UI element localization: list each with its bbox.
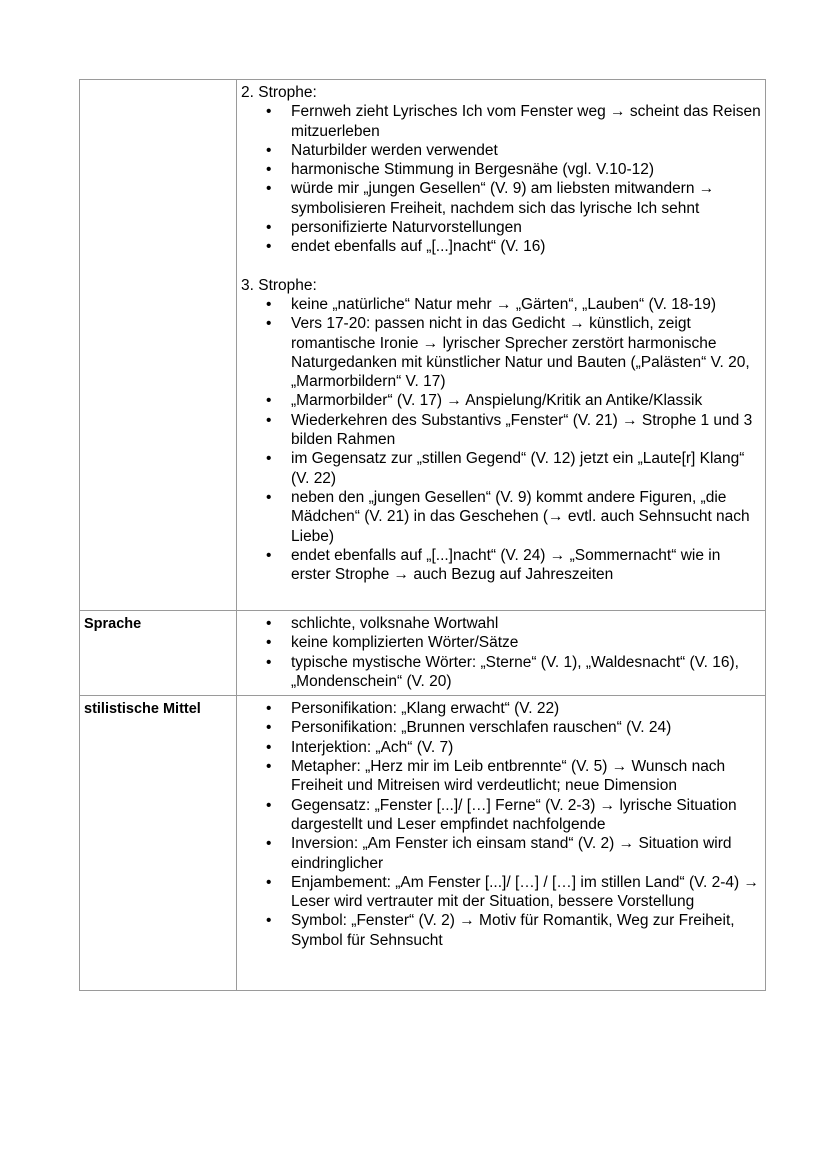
list-item: • Inversion: „Am Fenster ich einsam stand“ (V. 2) → Situation wird eindringlicher: [291, 834, 761, 873]
list-item: • schlichte, volksnahe Wortwahl: [291, 614, 761, 633]
row-label: [80, 80, 237, 611]
list-item: • Wiederkehren des Substantivs „Fenster“ (V. 21) → Strophe 1 und 3 bilden Rahmen: [291, 411, 761, 450]
list-item: • Naturbilder werden verwendet: [291, 141, 761, 160]
row-label: stilistische Mittel: [80, 696, 237, 991]
list-item: • Symbol: „Fenster“ (V. 2) → Motiv für Romantik, Weg zur Freiheit, Symbol für Sehnsucht: [291, 911, 761, 950]
bullet-list: [241, 102, 761, 256]
table-row: [80, 696, 766, 991]
section-title: 3. Strophe:: [241, 276, 317, 294]
list-item: • Fernweh zieht Lyrisches Ich vom Fenster weg → scheint das Reisen mitzuerleben: [291, 102, 761, 141]
list-item: • Gegensatz: „Fenster [...]/ […] Ferne“ (V. 2-3) → lyrische Situation dargestellt und Leser empfindet nachfolgende: [291, 796, 761, 835]
list-item: • endet ebenfalls auf „[...]nacht“ (V. 24) → „Sommernacht“ wie in erster Strophe → auch Bezug auf Jahreszeiten: [291, 546, 761, 585]
list-item: • Vers 17-20: passen nicht in das Gedicht → künstlich, zeigt romantische Ironie → lyrischer Sprecher zerstört harmonische Naturgedanken mit künstlicher Natur und Bauten („Palästen“ V. 20, „Marmorbildern“ V. 17): [291, 314, 761, 391]
list-item: • Personifikation: „Brunnen verschlafen rauschen“ (V. 24): [291, 718, 761, 737]
list-item: • im Gegensatz zur „stillen Gegend“ (V. 12) jetzt ein „Laute[r] Klang“ (V. 22): [291, 449, 761, 488]
list-item: • Metapher: „Herz mir im Leib entbrennte“ (V. 5) → Wunsch nach Freiheit und Mitreisen wird verdeutlicht; neue Dimension: [291, 757, 761, 796]
analysis-table: [79, 79, 766, 991]
row-label: Sprache: [80, 611, 237, 696]
section-spacer: [241, 257, 761, 276]
table-row: [80, 611, 766, 696]
row-content: [237, 611, 766, 696]
list-item: • Personifikation: „Klang erwacht“ (V. 22): [291, 699, 761, 718]
list-item: • „Marmorbilder“ (V. 17) → Anspielung/Kritik an Antike/Klassik: [291, 391, 761, 410]
bullet-list: [241, 614, 761, 691]
bullet-list: [241, 295, 761, 584]
list-item: • Interjektion: „Ach“ (V. 7): [291, 738, 761, 757]
list-item: • neben den „jungen Gesellen“ (V. 9) kommt andere Figuren, „die Mädchen“ (V. 21) in das Geschehen (→ evtl. auch Sehnsucht nach Liebe): [291, 488, 761, 546]
list-item: • keine komplizierten Wörter/Sätze: [291, 633, 761, 652]
section-strophe-3: [241, 276, 761, 585]
section-strophe-2: [241, 83, 761, 257]
section-title: 2. Strophe:: [241, 84, 317, 101]
row-content: [237, 80, 766, 611]
list-item: • typische mystische Wörter: „Sterne“ (V. 1), „Waldesnacht“ (V. 16), „Mondenschein“ (V. 20): [291, 653, 761, 692]
list-item: • würde mir „jungen Gesellen“ (V. 9) am liebsten mitwandern → symbolisieren Freiheit, nachdem sich das lyrische Ich sehnt: [291, 179, 761, 218]
row-content: [237, 696, 766, 991]
list-item: • Enjambement: „Am Fenster [...]/ […] / […] im stillen Land“ (V. 2-4) → Leser wird vertrauter mit der Situation, bessere Vorstellung: [291, 873, 761, 912]
table-row: [80, 80, 766, 611]
bullet-list: [241, 699, 761, 950]
list-item: • personifizierte Naturvorstellungen: [291, 218, 761, 237]
list-item: • keine „natürliche“ Natur mehr → „Gärten“, „Lauben“ (V. 18-19): [291, 295, 761, 314]
list-item: • harmonische Stimmung in Bergesnähe (vgl. V.10-12): [291, 160, 761, 179]
list-item: • endet ebenfalls auf „[...]nacht“ (V. 16): [291, 237, 761, 256]
